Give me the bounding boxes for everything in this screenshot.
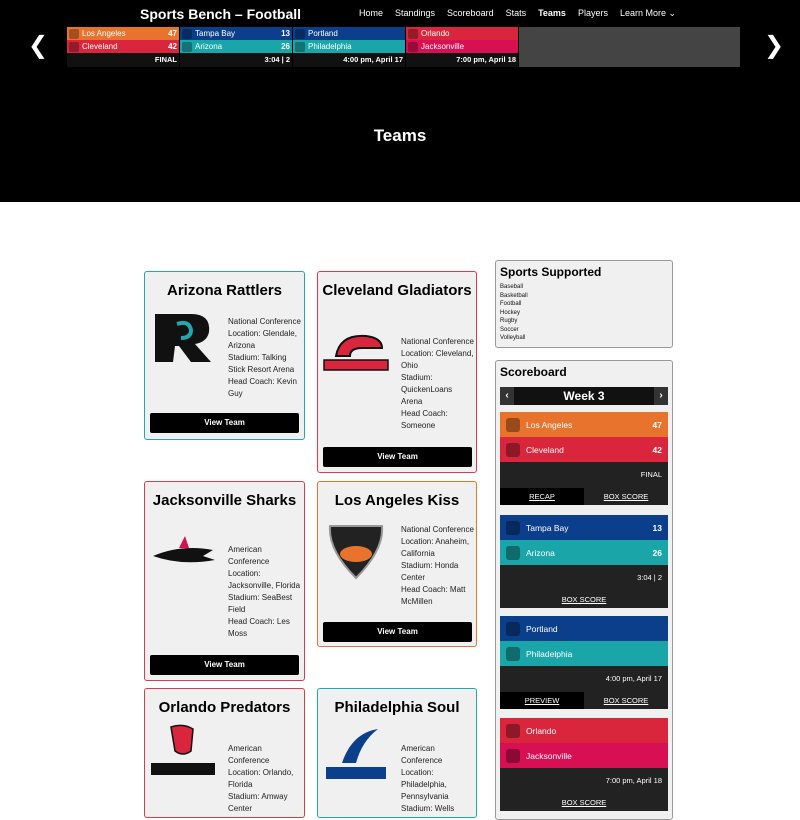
- kiss-logo-icon: [322, 520, 390, 580]
- sport-item[interactable]: Basketball: [500, 292, 528, 299]
- view-team-button[interactable]: View Team: [323, 622, 472, 642]
- team-name: Philadelphia Soul: [334, 699, 460, 716]
- team-info: American Conference Location: Jacksonville, Florida Stadium: SeaBest Field Head Coach: Les Moss: [228, 545, 301, 638]
- nav-learn-more[interactable]: Learn More ⌄: [619, 8, 677, 18]
- team-logo-icon: [182, 29, 192, 39]
- team-info: National Conference Location: Glendale, Arizona Stadium: Talking Stick Resort Arena Head Coach: Kevin Guy: [228, 317, 301, 398]
- team-name: Jacksonville Sharks: [152, 492, 297, 509]
- nav-home[interactable]: Home: [359, 8, 384, 18]
- team-logo-icon: [506, 443, 520, 457]
- team-logo-icon: [295, 42, 305, 52]
- preview-link[interactable]: PREVIEW: [500, 692, 584, 709]
- team-card: [144, 688, 305, 818]
- nav-stats[interactable]: Stats: [505, 8, 527, 18]
- ticker-empty-slot: [519, 27, 740, 67]
- sports-supported-title: Sports Supported: [500, 265, 602, 279]
- box-score-link[interactable]: BOX SCORE: [603, 696, 649, 705]
- ticker-team-row: Philadelphia: [293, 40, 405, 53]
- game-status: 7:00 pm, April 18: [500, 768, 668, 794]
- team-name: Cleveland Gladiators: [322, 282, 472, 299]
- predators-logo-icon: [149, 721, 217, 781]
- page-title: Teams: [373, 126, 427, 145]
- sport-item[interactable]: Soccer: [500, 326, 519, 333]
- rattlers-logo-icon: [151, 306, 219, 366]
- ticker-status: 4:00 pm, April 17: [293, 53, 405, 67]
- sport-item[interactable]: Football: [500, 301, 522, 307]
- game-links: [500, 692, 668, 709]
- view-team-button[interactable]: View Team: [323, 447, 472, 467]
- team-logo-icon: [506, 622, 520, 636]
- sport-item[interactable]: Volleyball: [500, 335, 526, 341]
- sports-list: [496, 283, 672, 343]
- team-card: [317, 271, 477, 473]
- week-selector: [500, 387, 668, 405]
- team-card: [144, 481, 305, 681]
- scoreboard-team-row: Philadelphia: [500, 641, 668, 666]
- scoreboard-team-row: Los Angeles 47: [500, 412, 668, 437]
- scoreboard-team-row: Cleveland 42: [500, 437, 668, 462]
- nav-players[interactable]: Players: [577, 8, 608, 18]
- ticker-team-row: Jacksonville: [406, 40, 518, 53]
- team-name: Arizona Rattlers: [166, 282, 283, 299]
- game-links: [500, 794, 668, 811]
- team-card: [317, 688, 477, 818]
- game-status: 4:00 pm, April 17: [500, 666, 668, 692]
- view-team-button[interactable]: View Team: [150, 413, 299, 433]
- sharks-logo-icon: [151, 526, 219, 586]
- scoreboard-team-row: Jacksonville: [500, 743, 668, 768]
- box-score-link[interactable]: BOX SCORE: [603, 492, 649, 501]
- team-logo-icon: [408, 29, 418, 39]
- nav-teams[interactable]: Teams: [538, 8, 566, 18]
- gladiators-logo-icon: [322, 326, 390, 386]
- chevron-left-icon[interactable]: ‹: [500, 387, 514, 405]
- team-card: [144, 271, 305, 440]
- score-ticker: [67, 27, 740, 67]
- scoreboard-game: [500, 616, 668, 709]
- team-logo-icon: [182, 42, 192, 52]
- sport-item[interactable]: Hockey: [500, 309, 521, 316]
- ticker-team-row: Arizona 26: [180, 40, 292, 53]
- nav-scoreboard[interactable]: Scoreboard: [447, 8, 494, 18]
- ticker-team-row: Orlando: [406, 27, 518, 40]
- team-info: National Conference Location: Cleveland, Ohio Stadium: QuickenLoans Arena Head Coach: Someone: [401, 337, 474, 430]
- scoreboard-team-row: Arizona 26: [500, 540, 668, 565]
- scoreboard-team-row: Portland: [500, 616, 668, 641]
- sport-item[interactable]: Rugby: [500, 318, 518, 324]
- team-card: [317, 481, 477, 647]
- game-links: [500, 488, 668, 505]
- team-logo-icon: [506, 521, 520, 535]
- ticker-status: FINAL: [67, 53, 179, 67]
- chevron-down-icon: ⌄: [668, 8, 677, 18]
- ticker-game[interactable]: [406, 27, 518, 67]
- sports-supported-widget: [495, 260, 673, 348]
- ticker-team-row: Portland: [293, 27, 405, 40]
- team-logo-icon: [506, 724, 520, 738]
- scoreboard-game: [500, 718, 668, 811]
- ticker-team-row: Cleveland 42: [67, 40, 179, 53]
- scoreboard-widget: [495, 360, 673, 820]
- team-info: American Conference Location: Orlando, Florida Stadium: Amway Center: [228, 744, 294, 813]
- ticker-team-row: Tampa Bay 13: [180, 27, 292, 40]
- team-logo-icon: [506, 647, 520, 661]
- team-logo-icon: [506, 749, 520, 763]
- box-score-link[interactable]: BOX SCORE: [561, 798, 607, 807]
- game-links: [500, 591, 668, 608]
- scoreboard-team-row: Tampa Bay 13: [500, 515, 668, 540]
- team-info: American Conference Location: Philadelphia, Pennsylvania Stadium: Wells: [401, 744, 455, 813]
- team-name: Orlando Predators: [158, 699, 291, 716]
- team-logo-icon: [506, 418, 520, 432]
- soul-logo-icon: [322, 723, 390, 783]
- ticker-next-arrow-icon[interactable]: ❯: [764, 32, 785, 59]
- sport-item[interactable]: Baseball: [500, 284, 524, 290]
- game-status: 3:04 | 2: [500, 565, 668, 591]
- scoreboard-title: Scoreboard: [500, 365, 567, 379]
- scoreboard-game: [500, 515, 668, 608]
- team-logo-icon: [69, 42, 79, 52]
- team-logo-icon: [408, 42, 418, 52]
- ticker-game[interactable]: [293, 27, 405, 67]
- scoreboard-game: [500, 412, 668, 505]
- site-brand[interactable]: Sports Bench – Football: [140, 6, 302, 22]
- ticker-game[interactable]: [67, 27, 179, 67]
- team-logo-icon: [69, 29, 79, 39]
- team-logo-icon: [295, 29, 305, 39]
- ticker-team-row: Los Angeles 47: [67, 27, 179, 40]
- ticker-prev-arrow-icon[interactable]: ❮: [28, 32, 49, 59]
- view-team-button[interactable]: View Team: [150, 655, 299, 675]
- game-status: FINAL: [500, 462, 668, 488]
- team-info: National Conference Location: Anaheim, California Stadium: Honda Center Head Coach: Matt McMillen: [401, 525, 474, 606]
- scoreboard-team-row: Orlando: [500, 718, 668, 743]
- ticker-game[interactable]: [180, 27, 292, 67]
- recap-link[interactable]: RECAP: [500, 488, 584, 505]
- week-label: Week 3: [563, 389, 605, 403]
- nav-standings[interactable]: Standings: [395, 8, 436, 18]
- box-score-link[interactable]: BOX SCORE: [561, 595, 607, 604]
- main-nav: [359, 8, 676, 19]
- ticker-status: 3:04 | 2: [180, 53, 292, 67]
- ticker-status: 7:00 pm, April 18: [406, 53, 518, 67]
- chevron-right-icon[interactable]: ›: [654, 387, 668, 405]
- team-name: Los Angeles Kiss: [334, 492, 460, 509]
- team-logo-icon: [506, 546, 520, 560]
